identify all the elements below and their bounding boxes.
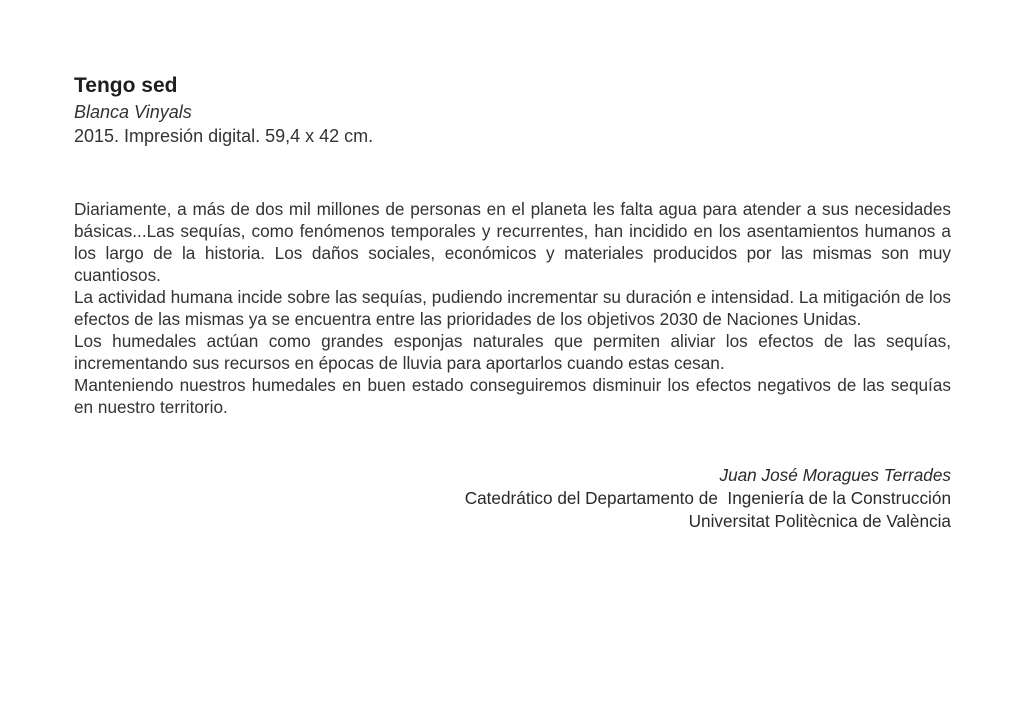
description-text	[74, 198, 951, 418]
paragraph: Manteniendo nuestros humedales en buen estado conseguiremos disminuir los efectos negativos de las sequías en nuestro territorio.	[74, 375, 951, 417]
artwork-header	[74, 72, 951, 148]
artwork-author: Blanca Vinyals	[74, 102, 192, 122]
paragraph: La actividad humana incide sobre las sequías, pudiendo incrementar su duración e intensidad. La mitigación de los efectos de las mismas ya se encuentra entre las prioridades de los objetivos 2030 de Naciones Unidas.	[74, 287, 951, 329]
artwork-title: Tengo sed	[74, 74, 178, 97]
paragraph: Los humedales actúan como grandes esponjas naturales que permiten aliviar los efectos de las sequías, incrementando sus recursos en épocas de lluvia para aportarlos cuando estas cesan.	[74, 331, 951, 373]
signature-block	[74, 464, 951, 533]
signature-institution: Universitat Politècnica de València	[688, 511, 951, 531]
signature-name: Juan José Moragues Terrades	[719, 465, 951, 485]
paragraph: Diariamente, a más de dos mil millones de personas en el planeta les falta agua para atender a sus necesidades básicas...Las sequías, como fenómenos temporales y recurrentes, han incidido en los asentamientos humanos a los largo de la historia. Los daños sociales, económicos y materiales producidos por las mismas son muy cuantiosos.	[74, 199, 951, 285]
artwork-details: 2015. Impresión digital. 59,4 x 42 cm.	[74, 126, 374, 146]
signature-position: Catedrático del Departamento de Ingeniería de la Construcción	[464, 488, 951, 508]
document-page	[74, 72, 951, 533]
